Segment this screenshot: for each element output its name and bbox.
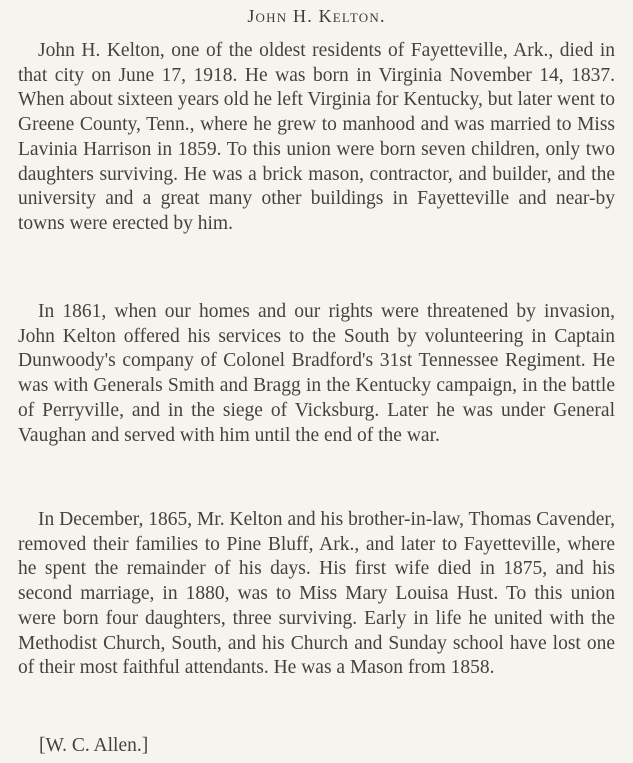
- article-paragraph-2: In 1861, when our homes and our rights were threatened by invasion, John Kelton offered his services to the South by volunteering in Captain Dunwoody's company of Colonel Bradford's 31st Tennessee Regiment. He was with Generals Smith and Bragg in the Kentucky campaign, in the battle of Perryville, and in the siege of Vicksburg. Later he was under General Vaughan and served with him until the end of the war.: [18, 301, 615, 446]
- article-paragraph-3: In December, 1865, Mr. Kelton and his brother-in-law, Thomas Cavender, removed their families to Pine Bluff, Ark., and later to Fayetteville, where he spent the remainder of his days. His first wife died in 1875, and his second marriage, in 1880, was to Miss Mary Louisa Hust. To this union were born four daughters, three surviving. Early in life he united with the Methodist Church, South, and his Church and Sunday school have lost one of their most faithful attendants. He was a Mason from 1858.: [18, 509, 615, 679]
- author-signature: [W. C. Allen.]: [39, 735, 149, 756]
- article-paragraph-1: John H. Kelton, one of the oldest residents of Fayetteville, Ark., died in that city on June 17, 1918. He was born in Virginia November 14, 1837. When about sixteen years old he left Virginia for Kentucky, but later went to Greene County, Tenn., where he grew to manhood and was married to Miss Lavinia Harrison in 1859. To this union were born seven children, only two daughters surviving. He was a brick mason, contractor, and builder, and the university and a great many other buildings in Fayetteville and near-by towns were erected by him.: [18, 40, 615, 234]
- article-title: John H. Kelton.: [247, 6, 386, 26]
